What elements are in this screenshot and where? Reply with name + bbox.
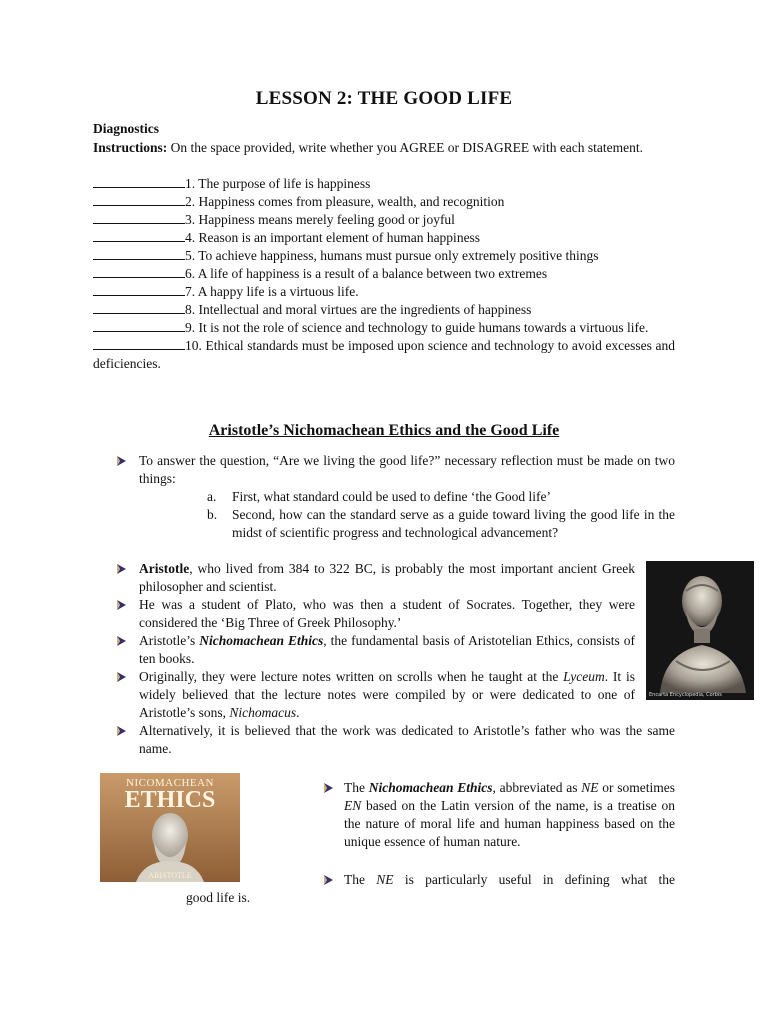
- ne-tail-text: good life is.: [186, 890, 251, 905]
- answer-blank[interactable]: [93, 247, 185, 260]
- arrow-bullet-icon: [115, 725, 127, 737]
- aristotle-bust-photo: [646, 561, 754, 700]
- list-item: 9. It is not the role of science and technology to guide humans towards a virtuous life.: [93, 319, 675, 337]
- answer-blank[interactable]: [93, 229, 185, 242]
- book-title-main: ETHICS: [124, 787, 216, 813]
- intro-text: To answer the question, “Are we living the good life?” necessary reflection must be made on two things:: [139, 453, 675, 486]
- answer-blank[interactable]: [93, 301, 185, 314]
- arrow-bullet-icon: [322, 782, 334, 794]
- arrow-bullet-icon: [115, 671, 127, 683]
- arrow-bullet-icon: [115, 599, 127, 611]
- bullet-lecture-notes: Originally, they were lecture notes written on scrolls when he taught at the Lyceum. It is widely believed that the lecture notes were compiled by or were dedicated to one of Aristotle’s sons, Nichomacus.: [115, 668, 635, 722]
- answer-blank[interactable]: [93, 319, 185, 332]
- list-item: 8. Intellectual and moral virtues are the ingredients of happiness: [93, 301, 675, 319]
- instructions-label: Instructions:: [93, 140, 168, 155]
- arrow-bullet-icon: [115, 455, 127, 467]
- list-item: 3. Happiness means merely feeling good or joyful: [93, 211, 675, 229]
- book-title-top: NICOMACHEAN: [126, 777, 214, 789]
- intro-bullet: [115, 452, 675, 488]
- bullet-alternatively: Alternatively, it is believed that the work was dedicated to Aristotle’s father who was the same name.: [115, 722, 675, 758]
- list-item: 5. To achieve happiness, humans must pursue only extremely positive things: [93, 247, 675, 265]
- bullet-ethics: Aristotle’s Nichomachean Ethics, the fundamental basis of Aristotelian Ethics, consists of ten books.: [115, 632, 635, 668]
- answer-blank[interactable]: [93, 175, 185, 188]
- list-item: 7. A happy life is a virtuous life.: [93, 283, 675, 301]
- sub-item-b: b. Second, how can the standard serve as a guide toward living the good life in the midst of scientific progress and technological advancement?: [207, 507, 675, 540]
- arrow-bullet-icon: [115, 635, 127, 647]
- bullet-ne-definition: The Nichomachean Ethics, abbreviated as NE or sometimes EN based on the Latin version of the name, is a treatise on the nature of moral life and human happiness based on the unique essence of human nature.: [322, 779, 675, 851]
- section-heading: Aristotle’s Nichomachean Ethics and the Good Life: [208, 422, 560, 439]
- list-item: 4. Reason is an important element of human happiness: [93, 229, 675, 247]
- list-item: 1. The purpose of life is happiness: [93, 175, 675, 193]
- book-cover-image: [100, 773, 240, 882]
- answer-blank[interactable]: [93, 265, 185, 278]
- answer-blank[interactable]: [93, 193, 185, 206]
- list-item: 10. Ethical standards must be imposed upon science and technology to avoid excesses and deficiencies.: [93, 338, 675, 371]
- statement-list: [93, 175, 675, 373]
- instructions: [93, 139, 675, 157]
- photo-caption: Encarta Encyclopedia, Corbis: [649, 692, 722, 698]
- bullet-aristotle: Aristotle, who lived from 384 to 322 BC, is probably the most important ancient Greek philosopher and scientist.: [115, 560, 635, 596]
- list-item: 6. A life of happiness is a result of a balance between two extremes: [93, 265, 675, 283]
- sub-item-a: a. First, what standard could be used to define ‘the Good life’: [207, 489, 552, 504]
- answer-blank[interactable]: [93, 211, 185, 224]
- arrow-bullet-icon: [322, 874, 334, 886]
- answer-blank[interactable]: [93, 283, 185, 296]
- diagnostics-heading: Diagnostics: [93, 121, 160, 136]
- answer-blank[interactable]: [93, 337, 185, 350]
- instructions-text: On the space provided, write whether you AGREE or DISAGREE with each statement.: [170, 140, 644, 155]
- bullet-student: He was a student of Plato, who was then a student of Socrates. Together, they were considered the ‘Big Three of Greek Philosophy.’: [115, 596, 635, 632]
- book-author: ARISTOTLE: [148, 871, 192, 880]
- list-item: 2. Happiness comes from pleasure, wealth, and recognition: [93, 193, 675, 211]
- bullet-ne-useful: The NE is particularly useful in defining what the: [322, 871, 675, 889]
- arrow-bullet-icon: [115, 563, 127, 575]
- page-title: LESSON 2: THE GOOD LIFE: [255, 88, 513, 109]
